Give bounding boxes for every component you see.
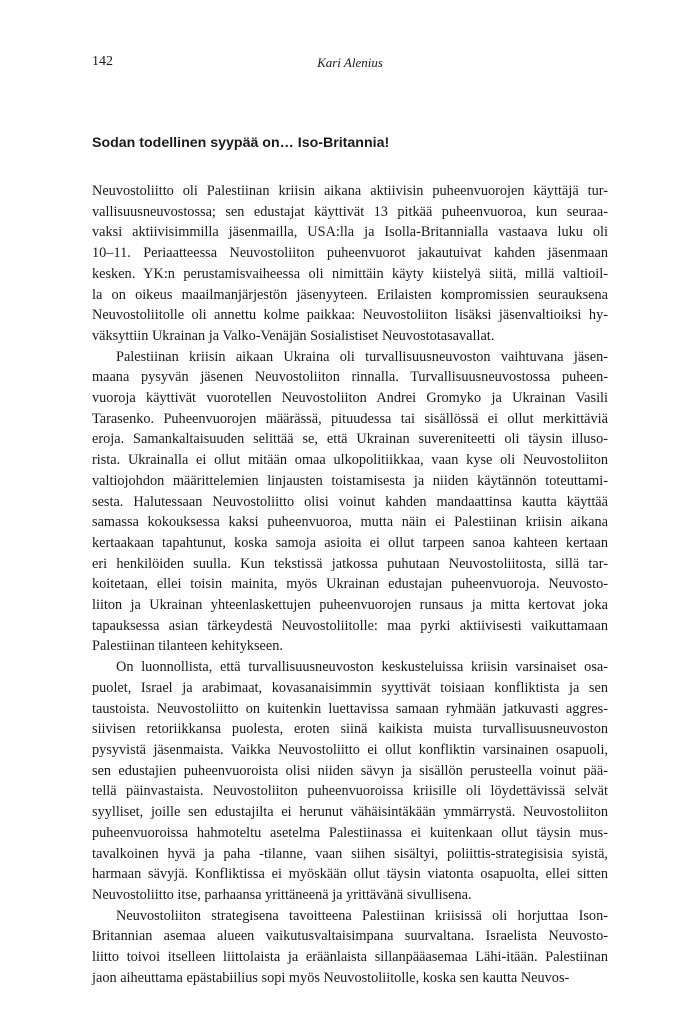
text-line: harmaan sävyjä. Konfliktissa ei myöskään ollut täysin viatonta osapuolta, ellei sitten xyxy=(92,866,608,883)
text-line: sesta. Halutessaan Neuvostoliitto olisi voinut kahden mandaattinsa kautta käyttää xyxy=(92,493,608,510)
section-heading: Sodan todellinen syypää on… Iso-Britannia! xyxy=(92,135,390,151)
paragraph-1 xyxy=(92,181,608,347)
text-line: On luonnollista, että turvallisuusneuvoston keskusteluissa kriisin varsinaiset osa- xyxy=(116,659,608,676)
text-line: samassa kokouksessa kaksi puheenvuoroa, mutta näin ei Palestiinan kriisin aikana xyxy=(92,514,608,531)
paragraph-3 xyxy=(92,657,608,905)
text-line: valtiojohdon määrittelemien linjausten toistamisesta ja niiden käytännön toteuttami- xyxy=(92,472,608,489)
text-line: Neuvostoliitolle oli annettu kolme paikkaa: Neuvostoliiton lisäksi jäsenvaltioiksi hy- xyxy=(92,307,608,324)
text-line: Neuvostoliiton strategisena tavoitteena Palestiinan kriisissä oli horjuttaa Ison- xyxy=(116,907,608,924)
page-header xyxy=(92,54,608,74)
text-line: Neuvostoliitto itse, parhaansa yrittäneenä ja yrittävänä sivullisena. xyxy=(92,886,472,903)
text-line: koitetaan, ellei toisin mainita, myös Ukrainan edustajan puheenvuoroja. Neuvosto- xyxy=(92,576,608,593)
text-line: rista. Ukrainalla ei ollut mitään omaa ulkopolitiikkaa, vaan kyse oli Neuvostoliiton xyxy=(92,452,608,469)
text-line: liiton ja Ukrainan yhteenlaskettujen puheenvuorojen runsaus ja mitta kertovat joka xyxy=(92,597,608,614)
text-line: vuoroja käyttivät vuorotellen Neuvostoliiton Andrei Gromyko ja Ukrainan Vasili xyxy=(92,390,608,407)
text-line: tapauksessa asian tärkeydestä Neuvostoliitolle: maa pyrki aktiivisesti vaikuttamaan xyxy=(92,617,608,634)
running-head: Kari Alenius xyxy=(317,55,383,70)
text-line: 10–11. Periaatteessa Neuvostoliiton puheenvuorot jakautuivat kahden jäsenmaan xyxy=(92,245,608,262)
text-line: tavalkoinen hyvä ja paha -tilanne, vaan siihen sisältyi, poliittis-strategisisia syistä, xyxy=(92,845,608,862)
text-line: sen edustajien puheenvuoroista olisi niiden sävyn ja sisällön perusteella voinut pää- xyxy=(92,762,608,779)
text-line: taustoista. Neuvostoliitto on kuitenkin luettavissa samaan ryhmään jatkuvasti aggres- xyxy=(92,700,608,717)
text-line: väksyttiin Ukrainan ja Valko-Venäjän Sosialistiset Neuvostotasavallat. xyxy=(92,327,495,344)
text-line: vaksi aktiivisimmilla jäsenmailla, USA:lla ja Isolla-Britannialla vastaava luku oli xyxy=(92,224,608,241)
text-line: Tarasenko. Puheenvuorojen määrässä, pituudessa tai sisällössä ei ollut merkittäviä xyxy=(92,410,608,427)
text-line: syylliset, joille sen edustajilta ei herunut vähäisintäkään ymmärrystä. Neuvostoliiton xyxy=(92,804,608,821)
text-line: vallisuusneuvostossa; sen edustajat käyttivät 13 pitkää puheenvuoroa, kun seuraa- xyxy=(92,203,608,220)
text-line: la on oikeus maailmanjärjestön jäsenyyteen. Erilaisten kompromissien seurauksena xyxy=(92,286,608,303)
paragraph-2 xyxy=(92,347,608,658)
text-line: pysyvistä jäsenmaista. Vaikka Neuvostoliitto ei ollut konfliktin varsinainen osapuoli, xyxy=(92,741,608,758)
text-line: kesken. YK:n perustamisvaiheessa oli nimittäin käyty kiistelyä siitä, millä valtioil- xyxy=(92,265,608,282)
text-line: Britannian asemaa alueen vaikutusvaltaisimpana suurvaltana. Israelista Neuvosto- xyxy=(92,928,608,945)
text-line: puheenvuoroissa hahmoteltu asetelma Palestiinassa ei kuitenkaan ollut täysin mus- xyxy=(92,824,608,841)
text-line: kertaakaan tapahtunut, koska samoja asioita ei ollut tarpeen sanoa kahteen kertaan xyxy=(92,534,608,551)
text-line: liitto toivoi itselleen liittolaista ja eräänlaista sillanpääasemaa Lähi-itään. Palestiinan xyxy=(92,949,608,966)
text-line: eroja. Samankaltaisuuden selittää se, että Ukrainan suvereniteetti oli täysin illuso- xyxy=(92,431,608,448)
text-line: Neuvostoliitto oli Palestiinan kriisin aikana aktiivisin puheenvuorojen käyttäjä tur- xyxy=(92,183,608,199)
text-line: jaon aiheuttama epästabiilius sopi myös Neuvostoliitolle, koska sen kautta Neuvos- xyxy=(92,969,570,986)
page-number: 142 xyxy=(92,54,113,69)
text-line: siivisen retoriikkansa puolesta, eroten siinä kaikista muista turvallisuusneuvoston xyxy=(92,721,608,738)
text-line: tellä päinvastaista. Neuvostoliiton puheenvuoroissa kriisille oli löydettävissä selvät xyxy=(92,783,608,800)
text-line: Palestiinan kriisin aikaan Ukraina oli turvallisuusneuvoston vaihtuvana jäsen- xyxy=(116,348,608,365)
paragraph-4 xyxy=(92,906,608,989)
text-line: eri henkilöiden suulla. Kun tekstissä jatkossa puhutaan Neuvostoliitosta, sillä tar- xyxy=(92,555,608,572)
text-line: puolet, Israel ja arabimaat, kovasanaisimmin syyttivät toisiaan konfliktista ja sen xyxy=(92,679,608,696)
body-text xyxy=(92,181,608,988)
text-line: Palestiinan tilanteen kehitykseen. xyxy=(92,638,283,655)
text-line: maana pysyvän jäsenen Neuvostoliiton rinnalla. Turvallisuusneuvostossa puheen- xyxy=(92,369,608,386)
